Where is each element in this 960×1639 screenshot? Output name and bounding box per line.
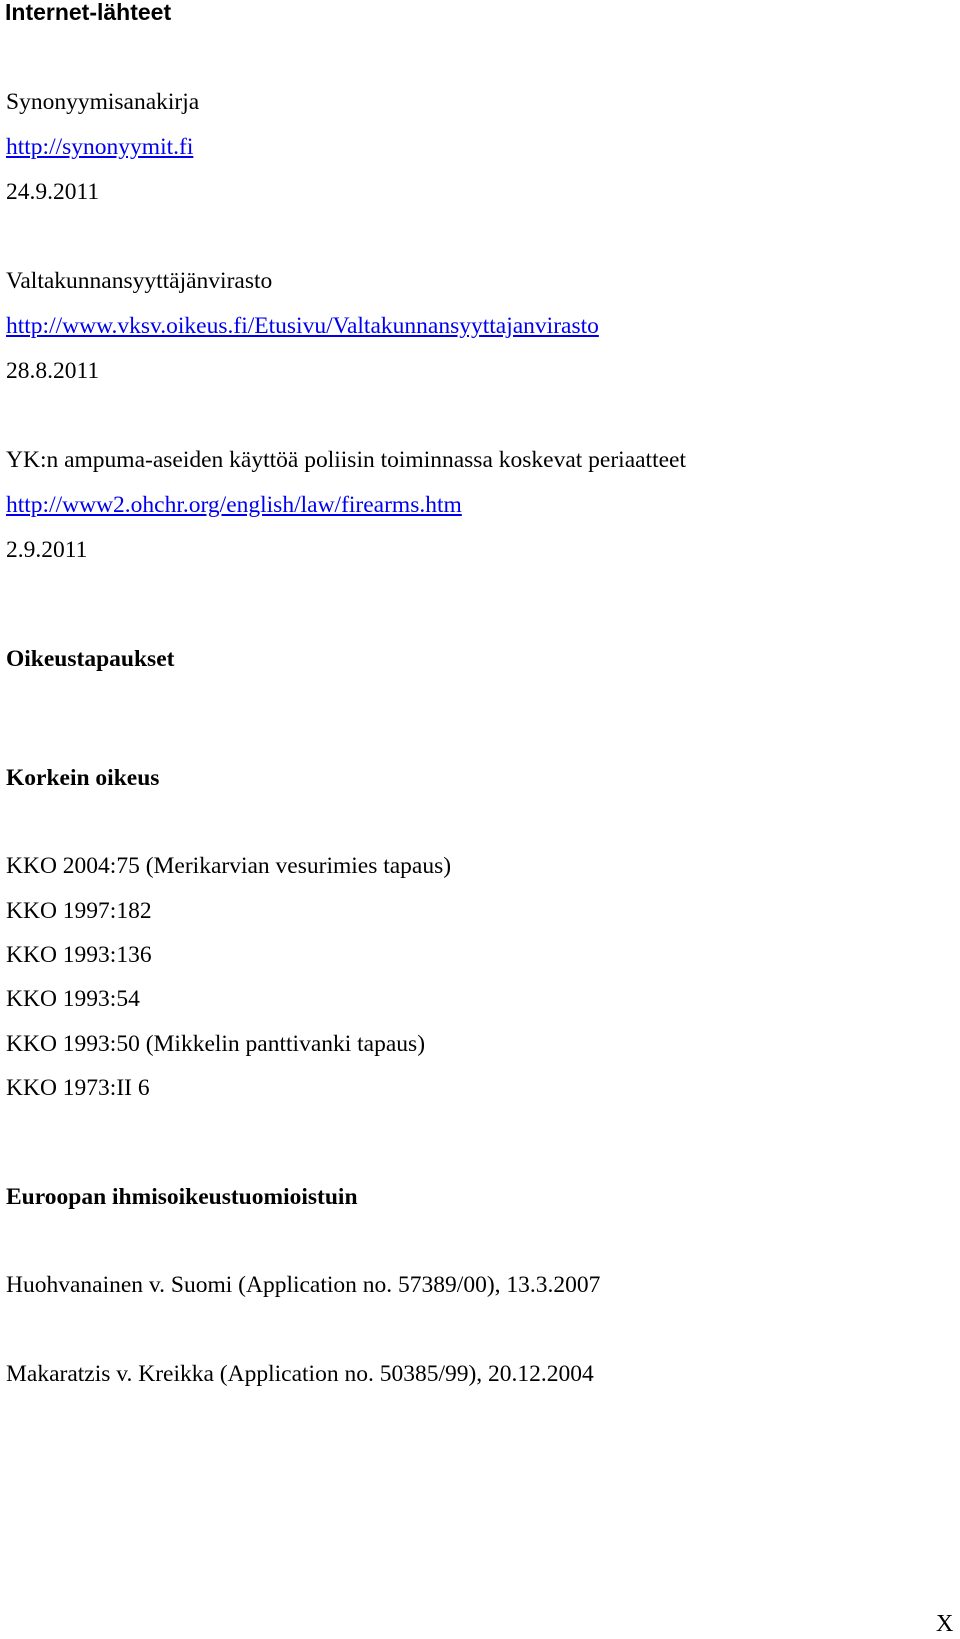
source-link[interactable]: http://www2.ohchr.org/english/law/firearms.htm <box>6 492 462 518</box>
source-title: Valtakunnansyyttäjänvirasto <box>6 268 273 294</box>
supreme-court-heading: Korkein oikeus <box>6 765 160 791</box>
cases-heading: Oikeustapaukset <box>6 646 175 672</box>
case-item: KKO 1993:50 (Mikkelin panttivanki tapaus) <box>6 1031 426 1057</box>
case-item: KKO 1993:136 <box>6 942 152 968</box>
source-title: Synonyymisanakirja <box>6 89 200 115</box>
source-title: YK:n ampuma-aseiden käyttöä poliisin toiminnassa koskevat periaatteet <box>6 447 687 473</box>
echr-heading: Euroopan ihmisoikeustuomioistuin <box>6 1184 358 1210</box>
page-number: X <box>936 1611 954 1637</box>
source-date: 24.9.2011 <box>6 179 100 205</box>
case-item: KKO 1993:54 <box>6 986 140 1012</box>
source-date: 28.8.2011 <box>6 358 100 384</box>
case-item: KKO 1973:II 6 <box>6 1075 150 1101</box>
case-item: KKO 2004:75 (Merikarvian vesurimies tapaus) <box>6 853 452 879</box>
echr-case-item: Makaratzis v. Kreikka (Application no. 50385/99), 20.12.2004 <box>6 1361 594 1387</box>
source-link[interactable]: http://synonyymit.fi <box>6 134 194 160</box>
case-item: KKO 1997:182 <box>6 898 152 924</box>
internet-sources-heading: Internet-lähteet <box>5 0 172 25</box>
source-link[interactable]: http://www.vksv.oikeus.fi/Etusivu/Valtakunnansyyttajanvirasto <box>6 313 599 339</box>
echr-case-item: Huohvanainen v. Suomi (Application no. 57389/00), 13.3.2007 <box>6 1272 601 1298</box>
source-date: 2.9.2011 <box>6 537 88 563</box>
